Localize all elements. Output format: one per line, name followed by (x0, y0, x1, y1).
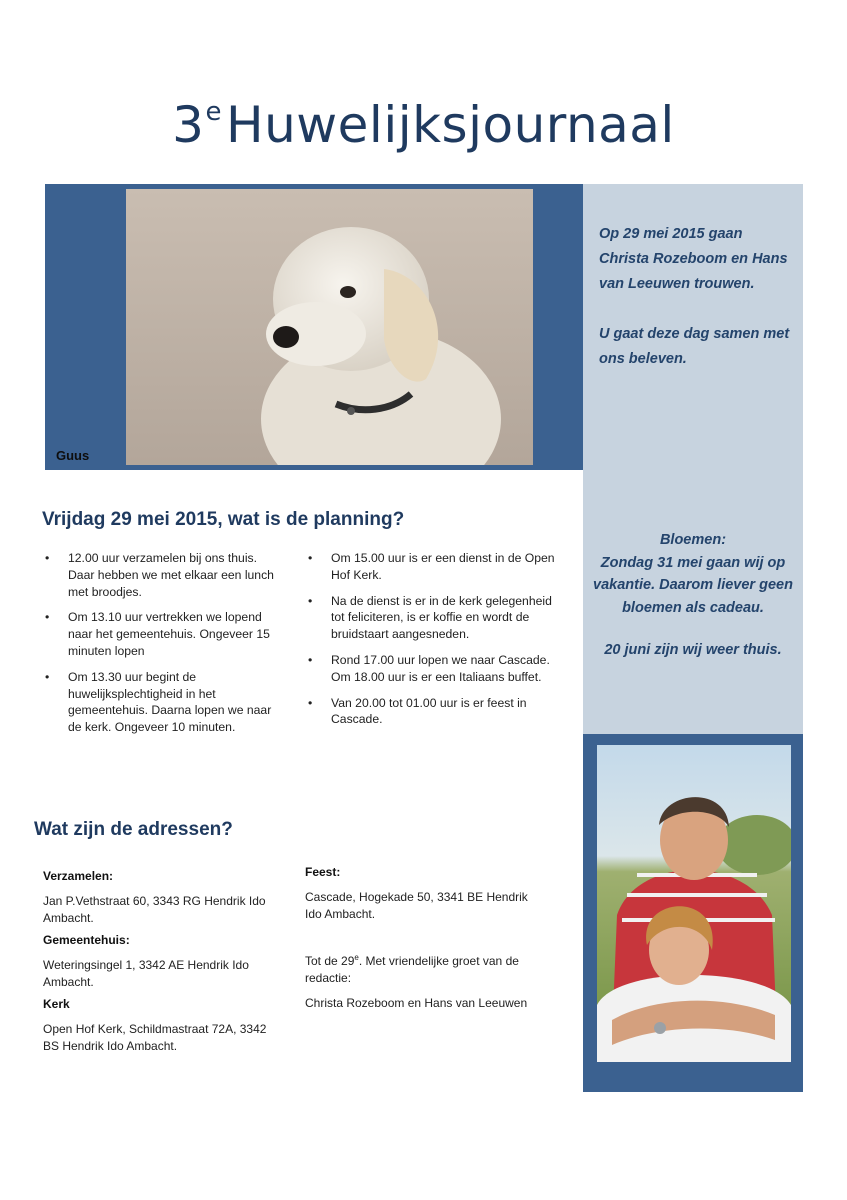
planning-list-left (42, 550, 286, 745)
couple-photo-frame (583, 734, 803, 1092)
kerk-label: Kerk (43, 997, 70, 1011)
couple-image (597, 745, 791, 1062)
flowers-text: Zondag 31 mei gaan wij op vakantie. Daarom liever geen bloemen als cadeau. (593, 554, 793, 616)
sidebar-intro-line: Op 29 mei 2015 gaan Christa Rozeboom en Hans van Leeuwen trouwen. (599, 226, 788, 292)
feest-address: Cascade, Hogekade 50, 3341 BE Hendrik Ido Ambacht. (305, 890, 528, 921)
list-item: • Om 15.00 uur is er een dienst in de Open Hof Kerk. (305, 550, 555, 584)
gemeentehuis-address: Weteringsingel 1, 3342 AE Hendrik Ido Ambacht. (43, 958, 249, 989)
list-item: • Van 20.00 tot 01.00 uur is er feest in Cascade. (305, 695, 555, 729)
couple-photo (597, 745, 791, 1062)
dog-photo-frame (45, 184, 583, 470)
dog-image (126, 189, 533, 465)
list-item: • 12.00 uur verzamelen bij ons thuis. Daar hebben we met elkaar een lunch met broodjes. (42, 550, 286, 600)
closing-prefix: Tot de 29 (305, 954, 355, 968)
list-item: • Om 13.10 uur vertrekken we lopend naar het gemeentehuis. Ongeveer 15 minuten lopen (42, 609, 286, 659)
kerk-address: Open Hof Kerk, Schildmastraat 72A, 3342 BS Hendrik Ido Ambacht. (43, 1022, 267, 1053)
verzamelen-address: Jan P.Vethstraat 60, 3343 RG Hendrik Ido Ambacht. (43, 894, 266, 925)
title-superscript: e (205, 97, 222, 127)
flowers-heading: Bloemen: (659, 532, 727, 548)
title-text: Huwelijksjournaal (225, 96, 675, 154)
closing-text (305, 949, 545, 987)
planning-list-right (305, 550, 555, 737)
home-text: 20 juni zijn wij weer thuis. (604, 642, 782, 658)
gemeentehuis-label: Gemeentehuis: (43, 933, 130, 947)
addresses-heading: Wat zijn de adressen? (34, 819, 233, 840)
dog-photo (126, 189, 533, 465)
list-item: • Rond 17.00 uur lopen we naar Cascade. Om 18.00 uur is er een Italiaans buffet. (305, 652, 555, 686)
list-item: • Na de dienst is er in de kerk gelegenheid tot feliciteren, is er koffie en wordt de bruidstaart aangesneden. (305, 593, 555, 643)
dog-caption: Guus (56, 448, 90, 463)
signature: Christa Rozeboom en Hans van Leeuwen (305, 996, 528, 1010)
page-title (0, 96, 847, 154)
closing-superscript: e (354, 953, 359, 962)
addresses-left (43, 868, 283, 1055)
verzamelen-label: Verzamelen: (43, 869, 114, 883)
closing-rest: . Met vriendelijke groet van de redactie: (305, 954, 519, 985)
feest-label: Feest: (305, 865, 341, 879)
title-number: 3 (172, 96, 205, 154)
planning-heading: Vrijdag 29 mei 2015, wat is de planning? (42, 509, 405, 530)
sidebar (583, 184, 803, 734)
sidebar-intro-line: U gaat deze dag samen met ons beleven. (599, 326, 790, 367)
sidebar-flowers (591, 529, 795, 682)
list-item: • Om 13.30 uur begint de huwelijksplechtigheid in het gemeentehuis. Daarna lopen we naar de kerk. Ongeveer 10 minuten. (42, 669, 286, 736)
sidebar-intro (599, 222, 795, 397)
addresses-right (305, 864, 545, 1012)
